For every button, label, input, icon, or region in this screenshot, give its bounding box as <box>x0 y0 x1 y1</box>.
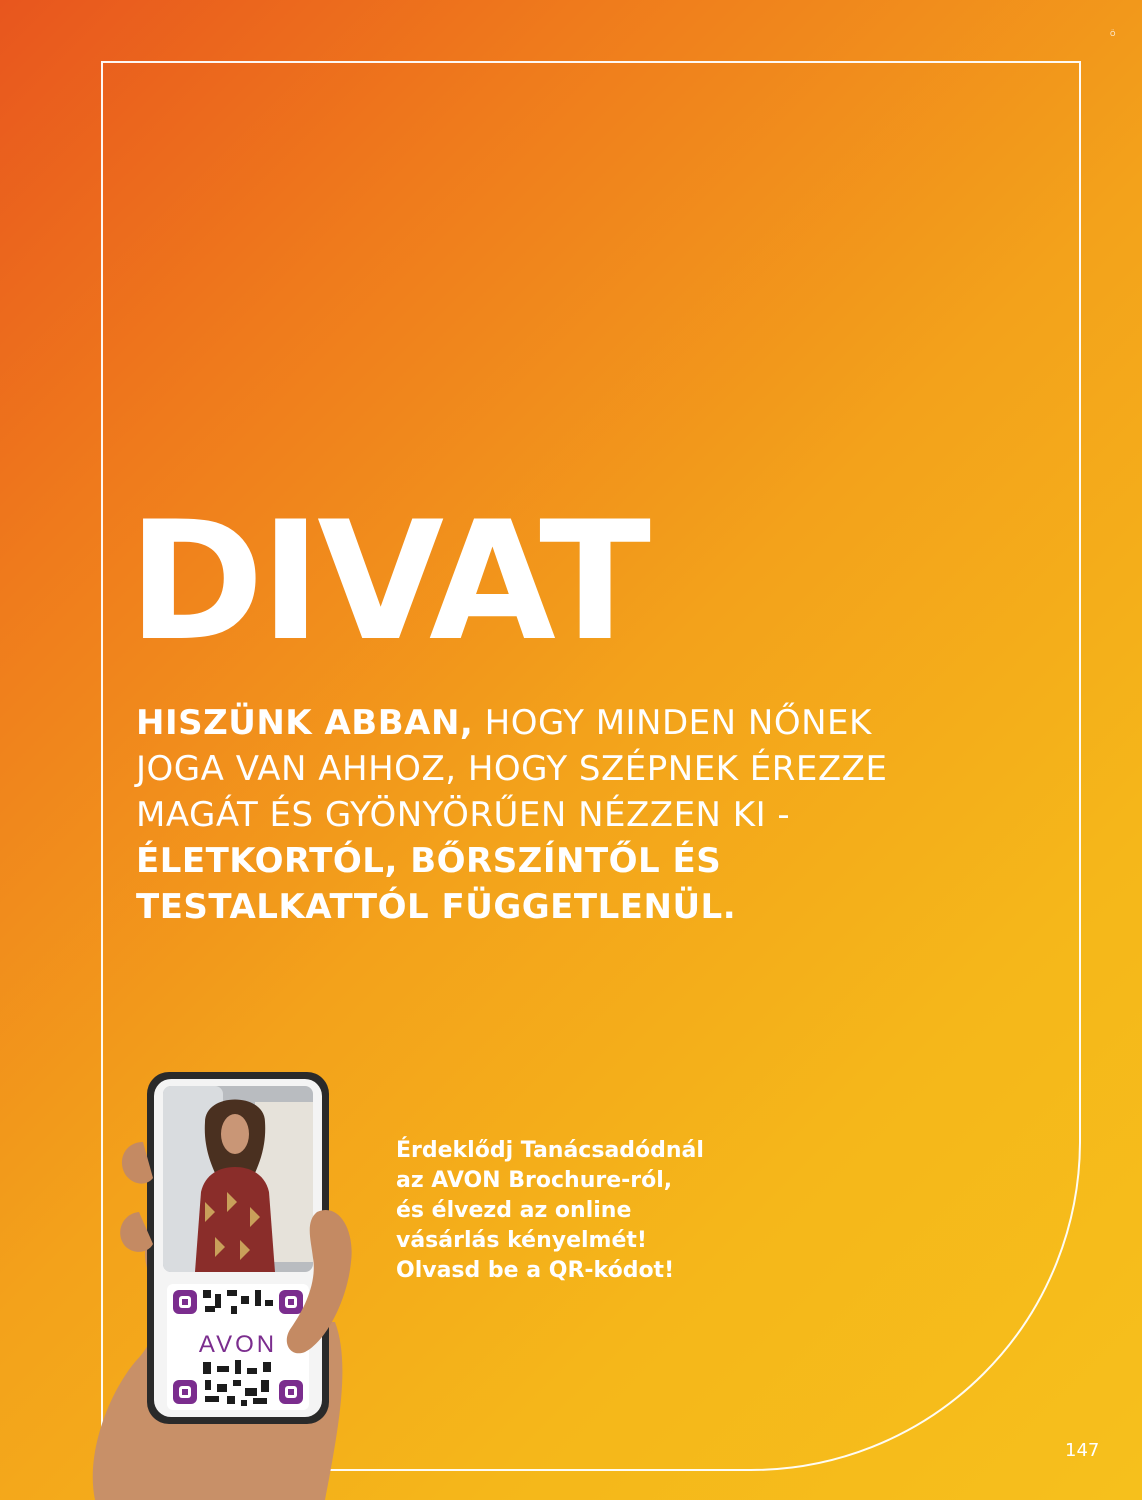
lead-part2: HOGY MINDEN NŐNEK JOGA VAN AHHOZ, HOGY SZÉPNEK ÉREZZE MAGÁT ÉS GYÖNYÖRŰEN NÉZZEN KI - <box>136 703 888 835</box>
corner-mark: Ö <box>1110 30 1116 38</box>
promo-text <box>396 1136 836 1286</box>
promo-line-5: Olvasd be a QR-kódot! <box>396 1258 675 1283</box>
promo-line-4: vásárlás kényelmét! <box>396 1228 647 1253</box>
headline: DIVAT <box>128 486 648 677</box>
qr-code <box>167 1284 309 1410</box>
lead-paragraph <box>136 700 956 930</box>
qr-avon-logo: AVON <box>198 1331 278 1358</box>
promo-line-2: az AVON Brochure-ról, <box>396 1168 673 1193</box>
lead-part1: HISZÜNK ABBAN, <box>136 703 474 743</box>
promo-line-1: Érdeklődj Tanácsadódnál <box>396 1138 704 1163</box>
phone-illustration <box>55 1062 355 1500</box>
lead-part3: ÉLETKORTÓL, BŐRSZÍNTŐL ÉS TESTALKATTÓL FÜGGETLENÜL. <box>136 841 737 927</box>
page-number: 147 <box>1065 1440 1100 1461</box>
promo-line-3: és élvezd az online <box>396 1198 632 1223</box>
